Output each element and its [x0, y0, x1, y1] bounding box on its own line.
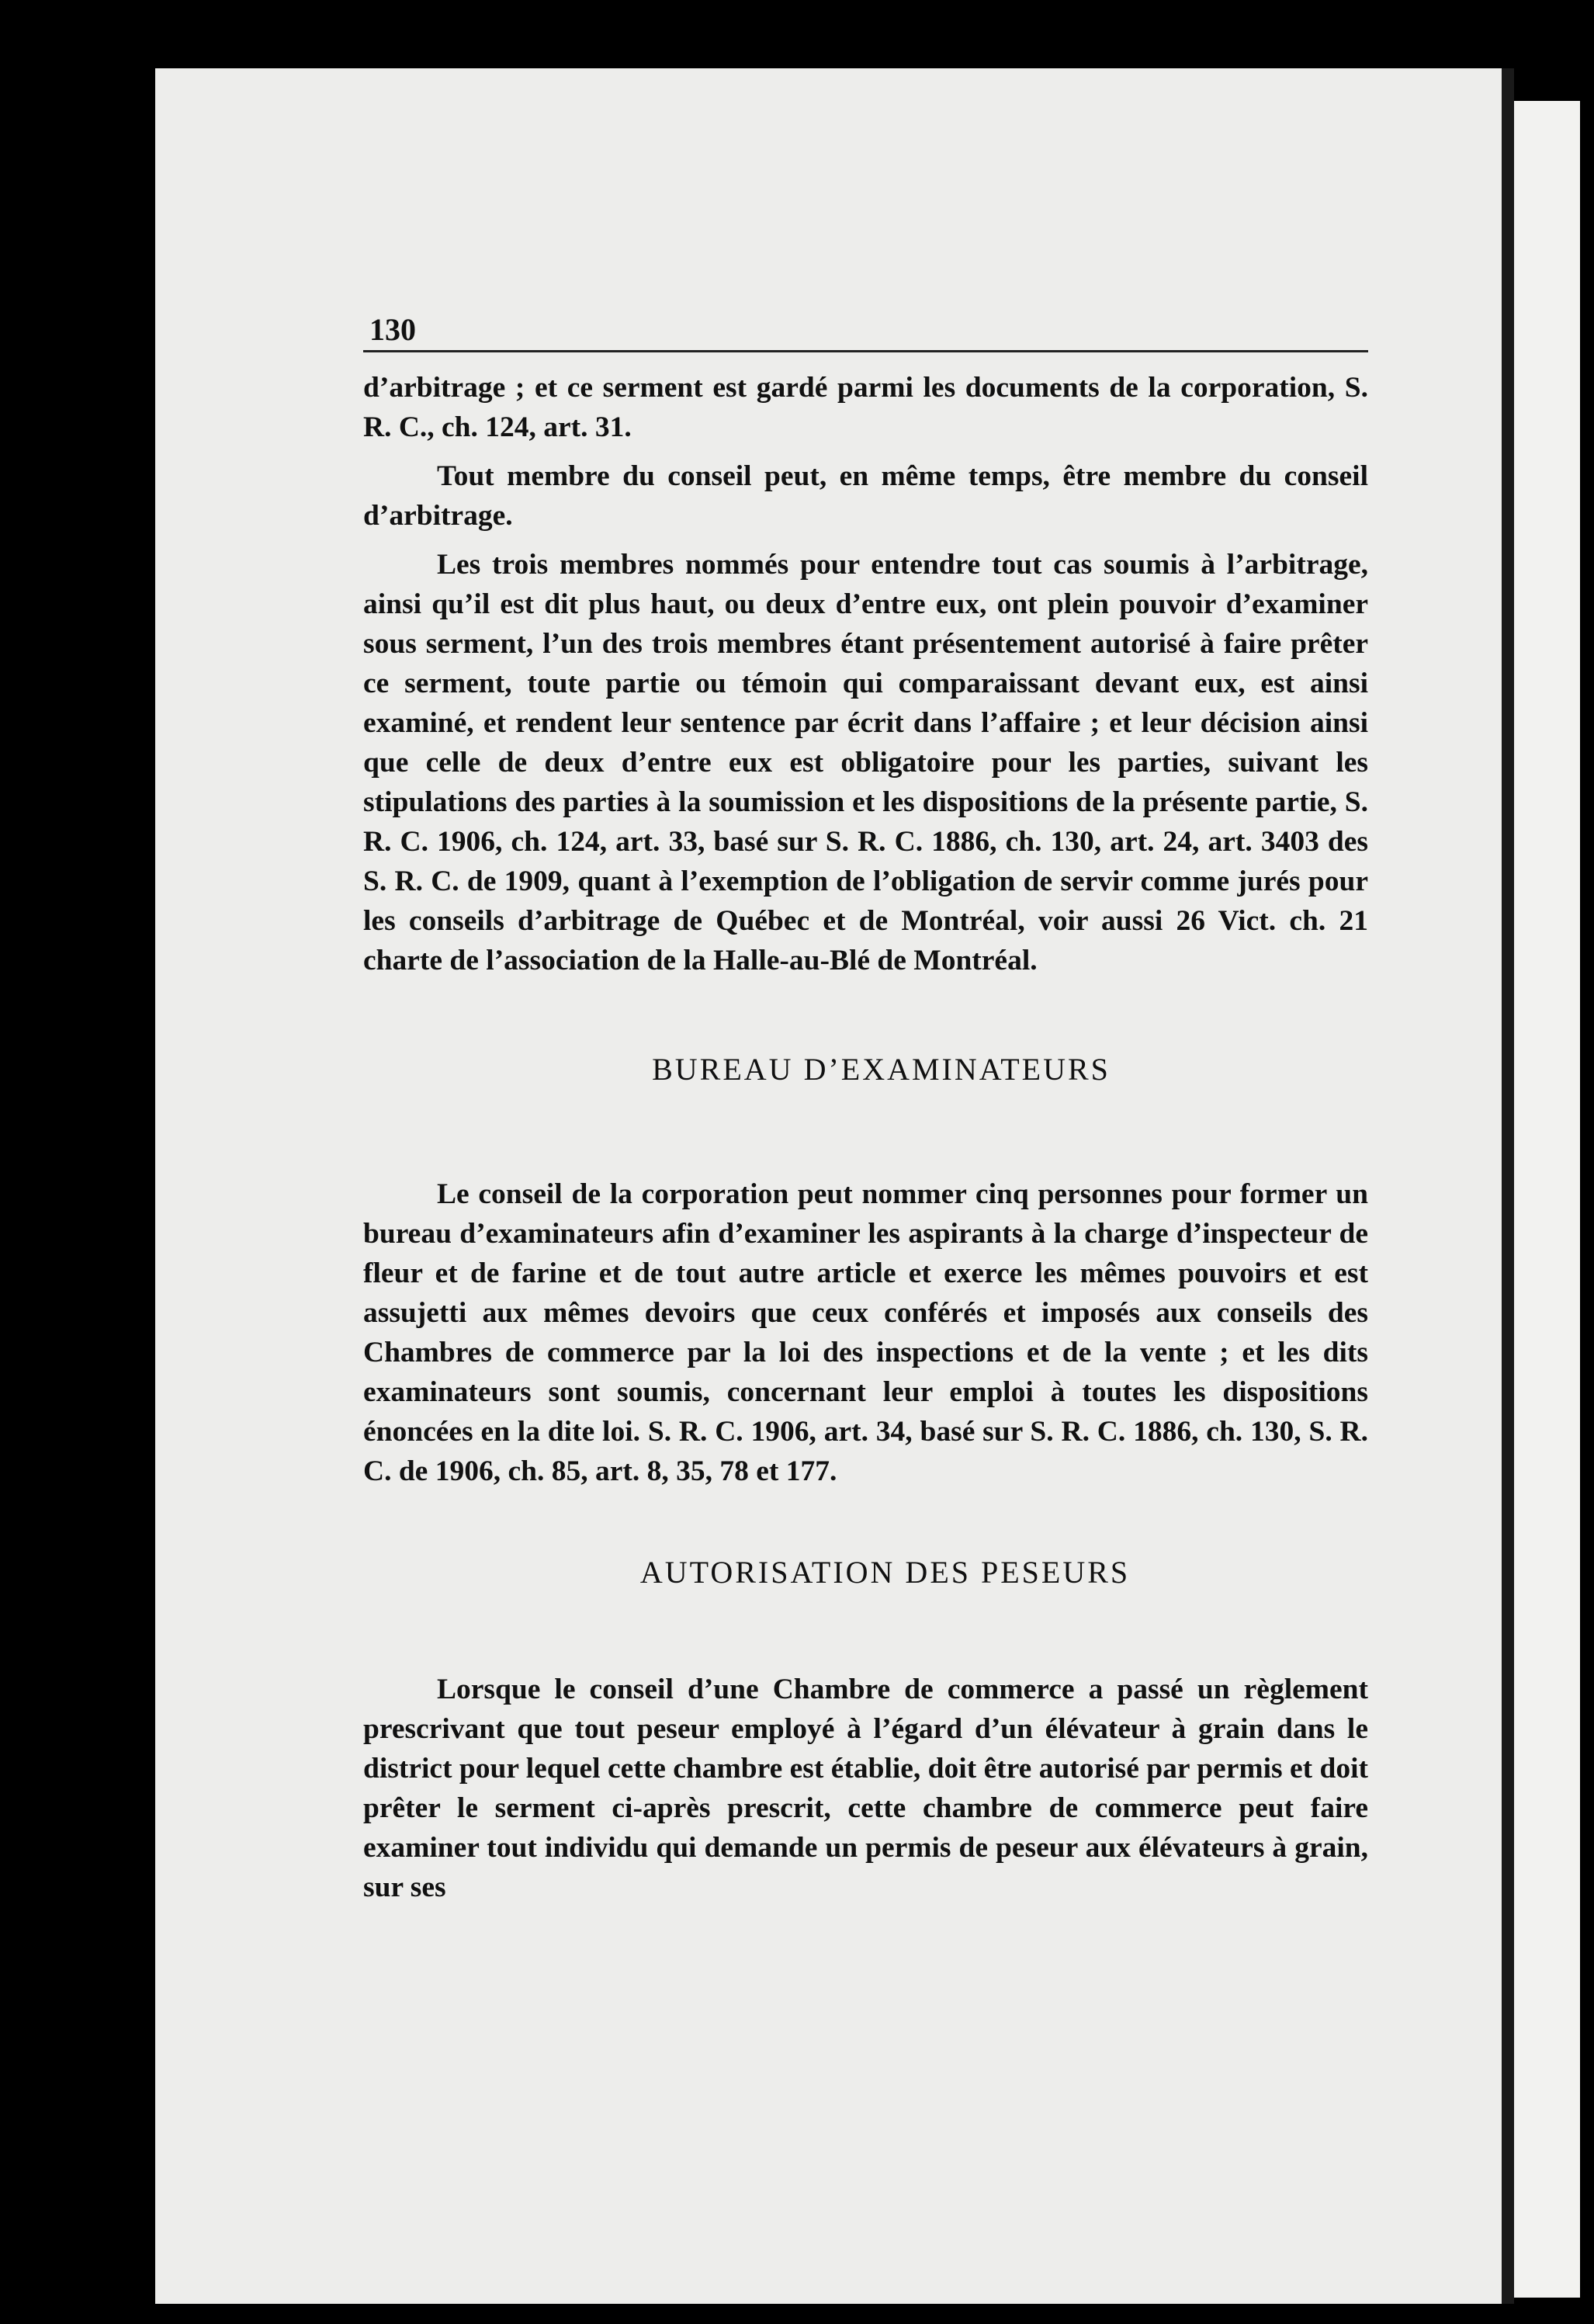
paragraph-arbitration: Les trois membres nommés pour entendre tout cas soumis à l’arbitrage, ainsi qu’il est dit plus haut, ou deux d’entre eux, ont plein pouvoir d’examiner sous serment, l’un des trois membres étant présentement autorisé à faire prêter ce serment, toute partie ou témoin qui comparaissant devant eux, est ainsi examiné, et rendent leur sentence par écrit dans l’affaire ; et leur décision ainsi que celle de deux d’entre eux est obligatoire pour les parties, suivant les stipulations des parties à la soumission et les dispositions de la présente partie, S. R. C. 1906, ch. 124, art. 33, basé sur S. R. C. 1886, ch. 130, art. 24, art. 3403 des S. R. C. de 1909, quant à l’exemption de l’obligation de servir comme jurés pour les conseils d’arbitrage de Québec et de Montréal, voir aussi 26 Vict. ch. 21 charte de l’association de la Halle-au-Blé de Montréal. — [363, 549, 1368, 976]
paragraph-examiners: Le conseil de la corporation peut nommer cinq personnes pour former un bureau d’examinateurs afin d’examiner les aspirants à la charge d’inspecteur de fleur et de farine et de tout autre article et exerce les mêmes pouvoirs et est assujetti aux mêmes devoirs que ceux conférés et imposés aux conseils des Chambres de commerce par la loi des inspections et de la vente ; et les dits examinateurs sont soumis, concernant leur emploi à toutes les dispositions énoncées en la dite loi. S. R. C. 1906, art. 34, basé sur S. R. C. 1886, ch. 130, S. R. C. de 1906, ch. 85, art. 8, 35, 78 et 177. — [363, 1178, 1368, 1487]
paragraph-council-member: Tout membre du conseil peut, en même temps, être membre du conseil d’arbitrage. — [363, 460, 1368, 532]
paragraph-weighers: Lorsque le conseil d’une Chambre de commerce a passé un règlement prescrivant que tout peseur employé à l’égard d’un élévateur à grain dans le district pour lequel cette chambre est établie, doit être autorisé par permis et doit prêter le serment ci-après prescrit, cette chambre de commerce peut faire examiner tout individu qui demande un permis de peseur aux élévateurs à grain, sur ses — [363, 1674, 1368, 1903]
page-number: 130 — [369, 312, 416, 347]
section-heading-weighers: AUTORISATION DES PESEURS — [639, 1555, 1131, 1590]
header-rule — [363, 350, 1368, 352]
adjacent-page-edge — [1514, 101, 1580, 2298]
paragraph-continuation: d’arbitrage ; et ce serment est gardé parmi les documents de la corporation, S. R. C., ch. 124, art. 31. — [363, 372, 1368, 443]
section-heading-examiners: BUREAU D’EXAMINATEURS — [652, 1052, 1111, 1087]
page-content — [363, 314, 1368, 1907]
page-gutter — [1502, 68, 1514, 2304]
